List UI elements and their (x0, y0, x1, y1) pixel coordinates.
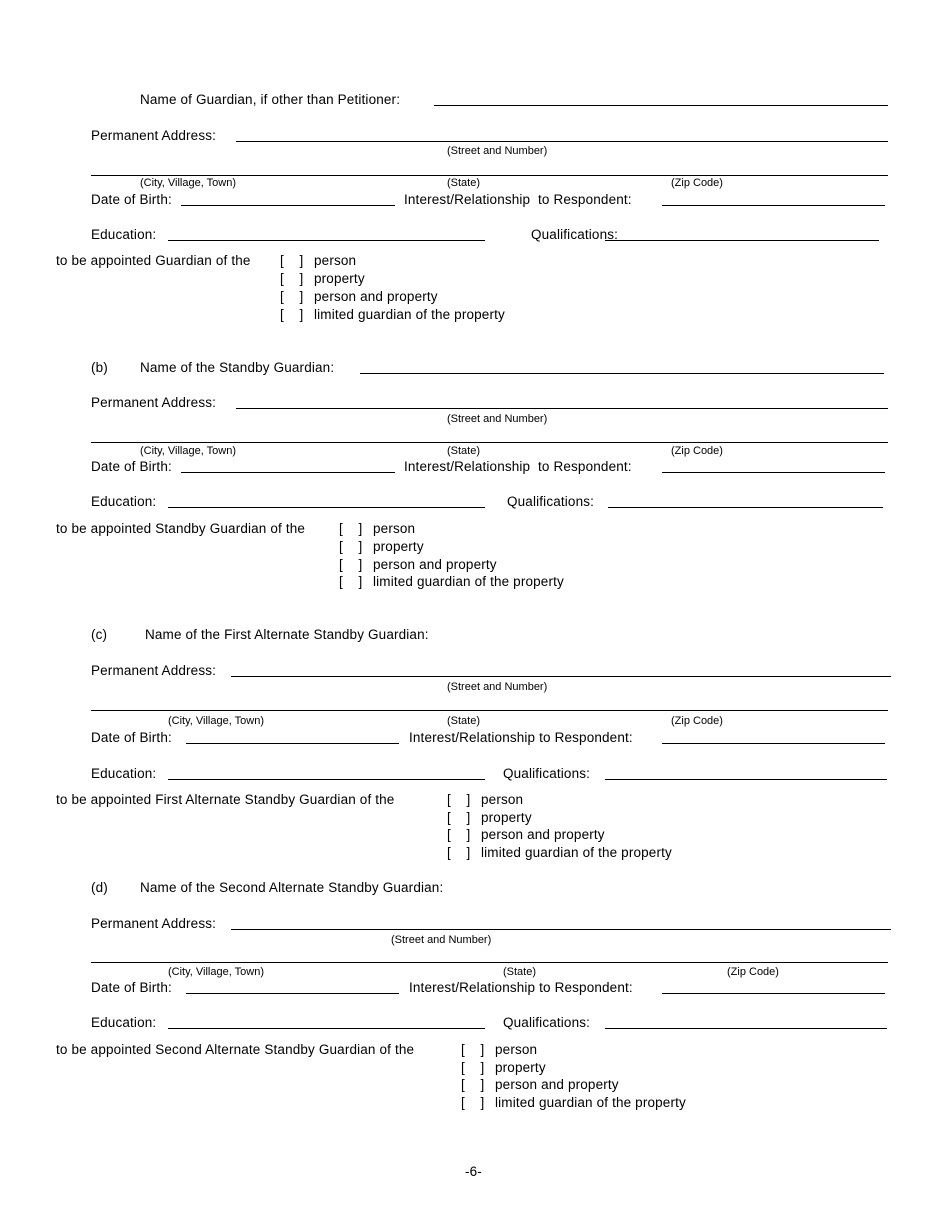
standby-checkbox-person[interactable]: [ ] (339, 521, 363, 536)
guardian-interest-label: Interest/Relationship to Respondent: (404, 192, 632, 207)
first-alternate-education-field[interactable] (168, 779, 485, 780)
option-label-property: property (373, 539, 424, 554)
standby-checkbox-property[interactable]: [ ] (339, 539, 363, 554)
guardian-checkbox-person-and-property[interactable]: [ ] (280, 289, 304, 304)
standby-street-field[interactable] (236, 408, 888, 409)
standby-interest-field[interactable] (662, 472, 885, 473)
standby-education-field[interactable] (168, 507, 485, 508)
second-alternate-city-state-zip-field[interactable] (91, 962, 888, 963)
standby-name-field[interactable] (360, 373, 884, 374)
second-alternate-checkbox-limited[interactable]: [ ] (461, 1095, 485, 1110)
first-alternate-checkbox-limited[interactable]: [ ] (447, 845, 471, 860)
option-label-person-and-property: person and property (373, 557, 497, 572)
first-alternate-qualifications-field[interactable] (605, 779, 887, 780)
zip-caption: (Zip Code) (671, 177, 723, 189)
second-alternate-appoint-label: to be appointed Second Alternate Standby Guardian of the (56, 1042, 415, 1057)
option-label-property: property (314, 271, 365, 286)
standby-letter: (b) (91, 360, 108, 375)
guardian-education-label: Education: (91, 227, 157, 242)
zip-caption: (Zip Code) (727, 966, 779, 978)
standby-address-label: Permanent Address: (91, 395, 217, 410)
option-label-person: person (314, 253, 357, 268)
first-alternate-qualifications-label: Qualifications: (503, 766, 591, 781)
second-alternate-interest-field[interactable] (662, 993, 885, 994)
second-alternate-qualifications-label: Qualifications: (503, 1015, 591, 1030)
guardian-dob-label: Date of Birth: (91, 192, 172, 207)
guardian-checkbox-property[interactable]: [ ] (280, 271, 304, 286)
first-alternate-city-state-zip-field[interactable] (91, 710, 888, 711)
guardian-education-field[interactable] (168, 240, 485, 241)
second-alternate-interest-label: Interest/Relationship to Respondent: (409, 980, 633, 995)
first-alternate-checkbox-property[interactable]: [ ] (447, 810, 471, 825)
option-label-person-and-property: person and property (481, 827, 605, 842)
second-alternate-checkbox-person-and-property[interactable]: [ ] (461, 1077, 485, 1092)
city-caption: (City, Village, Town) (168, 715, 264, 727)
option-label-limited: limited guardian of the property (314, 307, 505, 322)
standby-qualifications-field[interactable] (608, 507, 883, 508)
standby-checkbox-limited[interactable]: [ ] (339, 574, 363, 589)
street-caption: (Street and Number) (447, 145, 548, 157)
state-caption: (State) (503, 966, 537, 978)
second-alternate-name-label: Name of the Second Alternate Standby Guardian: (140, 880, 444, 895)
standby-qualifications-label: Qualifications: (507, 494, 595, 509)
standby-education-label: Education: (91, 494, 157, 509)
standby-dob-field[interactable] (181, 472, 395, 473)
first-alternate-dob-field[interactable] (186, 743, 399, 744)
city-caption: (City, Village, Town) (140, 177, 236, 189)
first-alternate-name-label: Name of the First Alternate Standby Guardian: (145, 627, 429, 642)
first-alternate-checkbox-person-and-property[interactable]: [ ] (447, 827, 471, 842)
guardian-city-state-zip-field[interactable] (91, 175, 888, 176)
first-alternate-street-field[interactable] (231, 676, 891, 677)
standby-checkbox-person-and-property[interactable]: [ ] (339, 557, 363, 572)
standby-name-label: Name of the Standby Guardian: (140, 360, 335, 375)
first-alternate-checkbox-person[interactable]: [ ] (447, 792, 471, 807)
guardian-interest-field[interactable] (662, 205, 885, 206)
option-label-limited: limited guardian of the property (495, 1095, 686, 1110)
guardian-qualifications-label: Qualifications: (531, 227, 619, 242)
zip-caption: (Zip Code) (671, 715, 723, 727)
state-caption: (State) (447, 445, 481, 457)
option-label-person: person (495, 1042, 538, 1057)
page-number: -6- (465, 1164, 482, 1179)
guardian-address-label: Permanent Address: (91, 128, 217, 143)
first-alternate-interest-field[interactable] (662, 743, 885, 744)
first-alternate-education-label: Education: (91, 766, 157, 781)
option-label-property: property (495, 1060, 546, 1075)
first-alternate-appoint-label: to be appointed First Alternate Standby Guardian of the (56, 792, 395, 807)
option-label-person: person (481, 792, 524, 807)
city-caption: (City, Village, Town) (140, 445, 236, 457)
standby-appoint-label: to be appointed Standby Guardian of the (56, 521, 306, 536)
guardian-dob-field[interactable] (181, 205, 395, 206)
first-alternate-dob-label: Date of Birth: (91, 730, 172, 745)
guardian-name-field[interactable] (434, 105, 888, 106)
guardian-street-field[interactable] (236, 141, 888, 142)
option-label-person: person (373, 521, 416, 536)
guardian-appoint-label: to be appointed Guardian of the (56, 253, 251, 268)
option-label-property: property (481, 810, 532, 825)
first-alternate-letter: (c) (91, 627, 108, 642)
guardian-qualifications-field[interactable] (605, 240, 879, 241)
standby-interest-label: Interest/Relationship to Respondent: (404, 459, 632, 474)
state-caption: (State) (447, 715, 481, 727)
option-label-limited: limited guardian of the property (373, 574, 564, 589)
second-alternate-qualifications-field[interactable] (605, 1028, 887, 1029)
first-alternate-interest-label: Interest/Relationship to Respondent: (409, 730, 633, 745)
option-label-person-and-property: person and property (314, 289, 438, 304)
standby-city-state-zip-field[interactable] (91, 442, 888, 443)
guardian-name-label: Name of Guardian, if other than Petitioner: (140, 92, 401, 107)
guardian-checkbox-limited[interactable]: [ ] (280, 307, 304, 322)
second-alternate-letter: (d) (91, 880, 108, 895)
second-alternate-street-field[interactable] (231, 929, 891, 930)
option-label-person-and-property: person and property (495, 1077, 619, 1092)
second-alternate-checkbox-person[interactable]: [ ] (461, 1042, 485, 1057)
street-caption: (Street and Number) (447, 413, 548, 425)
standby-dob-label: Date of Birth: (91, 459, 172, 474)
second-alternate-education-field[interactable] (168, 1028, 485, 1029)
second-alternate-address-label: Permanent Address: (91, 916, 217, 931)
first-alternate-address-label: Permanent Address: (91, 663, 217, 678)
zip-caption: (Zip Code) (671, 445, 723, 457)
second-alternate-checkbox-property[interactable]: [ ] (461, 1060, 485, 1075)
option-label-limited: limited guardian of the property (481, 845, 672, 860)
state-caption: (State) (447, 177, 481, 189)
second-alternate-dob-field[interactable] (186, 993, 399, 994)
second-alternate-dob-label: Date of Birth: (91, 980, 172, 995)
guardian-checkbox-person[interactable]: [ ] (280, 253, 304, 268)
second-alternate-education-label: Education: (91, 1015, 157, 1030)
street-caption: (Street and Number) (391, 934, 492, 946)
street-caption: (Street and Number) (447, 681, 548, 693)
city-caption: (City, Village, Town) (168, 966, 264, 978)
